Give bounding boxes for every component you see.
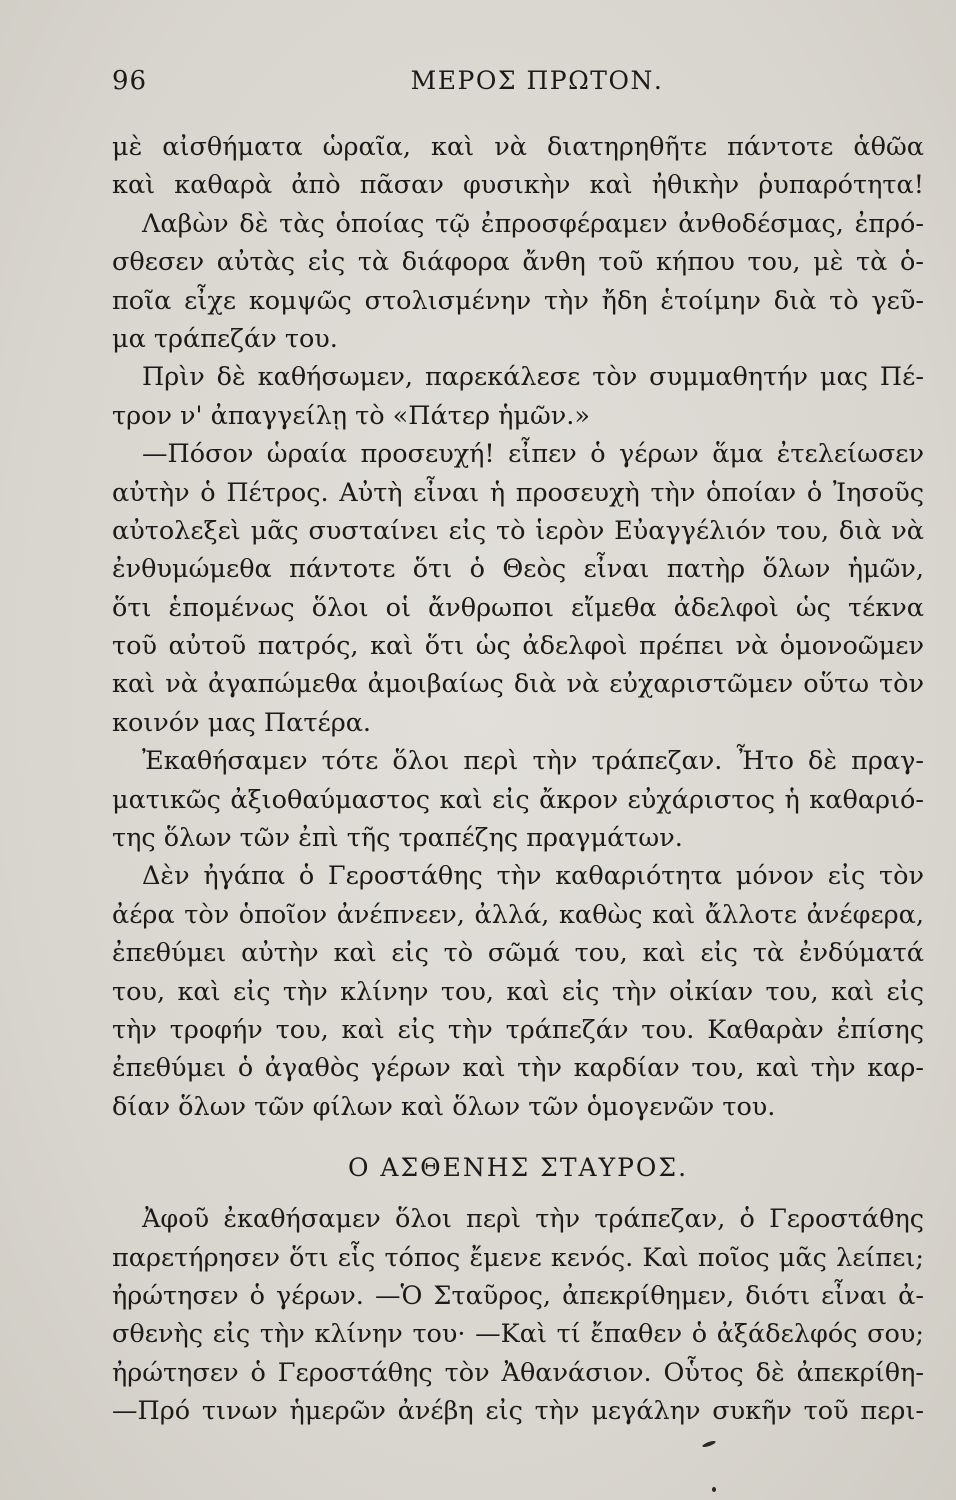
text-line: —Πόσον ὡραία προσευχή! εἶπεν ὁ γέρων ἅμα ἐτελείωσεν bbox=[142, 439, 924, 470]
running-head: ΜΕΡΟΣ ΠΡΩΤΟΝ. bbox=[410, 66, 664, 95]
text-line: μα τράπεζάν του. bbox=[112, 323, 338, 354]
text-line: ματικῶς ἀξιοθαύμαστος καὶ εἰς ἄκρον εὐχάριστος ἡ καθαριό- bbox=[112, 784, 924, 815]
ink-speck bbox=[712, 1487, 716, 1492]
text-line: της ὅλων τῶν ἐπὶ τῆς τραπέζης πραγμάτων. bbox=[112, 823, 683, 854]
body-text bbox=[112, 128, 924, 1431]
text-line: ἠρώτησεν ὁ γέρων. —Ὁ Σταῦρος, ἀπεκρίθημεν, διότι εἶναι ἀ- bbox=[112, 1280, 924, 1311]
text-line: αὐτὴν ὁ Πέτρος. Αὐτὴ εἶναι ἡ προσευχὴ τὴν ὁποίαν ὁ Ἰησοῦς bbox=[112, 477, 924, 508]
text-line: τὴν τροφήν του, καὶ εἰς τὴν τράπεζάν του. Καθαρὰν ἐπίσης bbox=[112, 1014, 924, 1045]
text-line: ἐνθυμώμεθα πάντοτε ὅτι ὁ Θεὸς εἶναι πατὴρ ὅλων ἡμῶν, bbox=[112, 554, 924, 585]
text-line: δίαν ὅλων τῶν φίλων καὶ ὅλων τῶν ὁμογενῶν του. bbox=[112, 1091, 776, 1122]
section-paragraphs-block bbox=[112, 1200, 924, 1430]
text-line: σθεσεν αὐτὰς εἰς τὰ διάφορα ἄνθη τοῦ κήπου του, μὲ τὰ ὁ- bbox=[112, 247, 924, 278]
text-line: αὐτολεξεὶ μᾶς συσταίνει εἰς τὸ ἱερὸν Εὐαγγέλιόν του, διὰ νὰ bbox=[112, 515, 924, 546]
text-line: του, καὶ εἰς τὴν κλίνην του, καὶ εἰς τὴν οἰκίαν του, καὶ εἰς bbox=[112, 976, 924, 1007]
text-line: καὶ νὰ ἀγαπώμεθα ἀμοιβαίως διὰ νὰ εὐχαριστῶμεν οὕτω τὸν bbox=[112, 669, 924, 700]
text-line: Λαβὼν δὲ τὰς ὁποίας τῷ ἐπροσφέραμεν ἀνθοδέσμας, ἐπρό- bbox=[142, 208, 924, 239]
page-number: 96 bbox=[112, 66, 148, 96]
text-line: Ἀφοῦ ἐκαθήσαμεν ὅλοι περὶ τὴν τράπεζαν, ὁ Γεροστάθης bbox=[142, 1204, 924, 1235]
text-line: ὅτι ἑπομένως ὅλοι οἱ ἄνθρωποι εἴμεθα ἀδελφοὶ ὡς τέκνα bbox=[112, 592, 924, 623]
text-line: τοῦ αὐτοῦ πατρός, καὶ ὅτι ὡς ἀδελφοὶ πρέπει νὰ ὁμονοῶμεν bbox=[112, 631, 924, 662]
page-header bbox=[112, 66, 922, 110]
text-line: ἐπεθύμει αὐτὴν καὶ εἰς τὸ σῶμά του, καὶ εἰς τὰ ἐνδύματά bbox=[112, 938, 924, 969]
text-line: τρον ν' ἀπαγγείλῃ τὸ «Πάτερ ἡμῶν.» bbox=[112, 400, 591, 431]
text-line: ἠρώτησεν ὁ Γεροστάθης τὸν Ἀθανάσιον. Οὗτος δὲ ἀπεκρίθη- bbox=[112, 1357, 924, 1388]
text-line: μὲ αἰσθήματα ὡραῖα, καὶ νὰ διατηρηθῆτε πάντοτε ἁθῶα bbox=[112, 132, 924, 162]
text-line: —Πρό τινων ἡμερῶν ἀνέβη εἰς τὴν μεγάλην συκῆν τοῦ περι- bbox=[112, 1396, 924, 1427]
text-line: Πρὶν δὲ καθήσωμεν, παρεκάλεσε τὸν συμμαθητήν μας Πέ- bbox=[142, 362, 924, 393]
text-line: παρετήρησεν ὅτι εἷς τόπος ἔμενε κενός. Καὶ ποῖος μᾶς λείπει; bbox=[112, 1242, 924, 1273]
text-line: ποῖα εἶχε κομψῶς στολισμένην τὴν ἤδη ἑτοίμην διὰ τὸ γεῦ- bbox=[112, 285, 924, 316]
text-line: ἀέρα τὸν ὁποῖον ἀνέπνεεν, ἀλλά, καθὼς καὶ ἄλλοτε ἀνέφερα, bbox=[112, 899, 924, 930]
text-line: Ἐκαθήσαμεν τότε ὅλοι περὶ τὴν τράπεζαν. Ἦτο δὲ πραγ- bbox=[142, 746, 924, 777]
paragraphs-block bbox=[112, 128, 924, 1126]
text-line: κοινόν μας Πατέρα. bbox=[112, 707, 372, 738]
ink-speck bbox=[702, 1440, 717, 1449]
text-line: Δὲν ἠγάπα ὁ Γεροστάθης τὴν καθαριότητα μόνον εἰς τὸν bbox=[142, 861, 924, 892]
text-line: ἐπεθύμει ὁ ἀγαθὸς γέρων καὶ τὴν καρδίαν του, καὶ τὴν καρ- bbox=[112, 1053, 924, 1084]
text-line: καὶ καθαρὰ ἀπὸ πᾶσαν φυσικὴν καὶ ἠθικὴν ῥυπαρότητα! bbox=[112, 170, 924, 201]
section-title: Ο ΑΣΘΕΝΗΣ ΣΤΑΥΡΟΣ. bbox=[347, 1153, 689, 1183]
text-line: σθενὴς εἰς τὴν κλίνην του· —Καὶ τί ἔπαθεν ὁ ἀξάδελφός σου; bbox=[112, 1319, 924, 1350]
